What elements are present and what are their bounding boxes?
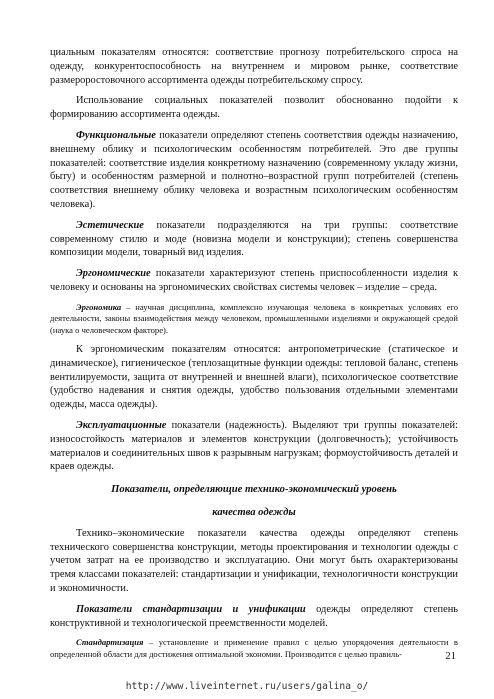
text-functional: показатели определяют степень соответствия одежды назначению, внешнему облику и психологическим особенностям потребителей. Это две группы показателей: соответствие изделия конкретному назначению (современному укладу жизни, быту) и особенностям размерной и полнотно–возрастной групп потребителей (степень соответствия внешнему облику человека и возрастным психологическим особенностям человека). xyxy=(50,129,458,210)
term-ergonomic: Эргономические xyxy=(76,268,151,280)
paragraph-ergonomic-list: К эргономическим показателям относятся: антропометрические (статическое и динамическое), гигиеническое (теплозащитные функции одежды: тепловой баланс, степень вентилируемости, защита от внутренней и внешней влаги), психологическое соответствие (удобство надевания и снятия одежды, удобство пользования отдельными элементами одежды, масса одежды). xyxy=(50,343,458,411)
term-ergonomics: Эргономика xyxy=(76,301,122,312)
text-operational: показатели (надежность). Выделяют три группы показателей: износостойкость материалов и элементов конструкции (долговечность); устойчивость материалов и соединительных швов к разрывным нагрузкам; формоустойчивость деталей и краев одежды. xyxy=(50,419,458,473)
term-operational: Эксплуатационные xyxy=(76,419,167,431)
term-aesthetic: Эстетические xyxy=(76,219,144,231)
term-standardization: Стандартизация xyxy=(76,637,144,648)
text-aesthetic: показатели подразделяются на три группы: соответствие современному стилю и моде (новизна модели и конструкции); степень совершенства композиции модели, товарный вид изделия. xyxy=(50,219,458,259)
text-ergonomic: показатели характеризуют степень приспособленности изделия к человеку и основаны на эргономических свойствах системы человек – изделие – среда. xyxy=(50,268,458,293)
term-functional: Функциональные xyxy=(76,129,156,141)
footer-url[interactable]: http://www.liveinternet.ru/users/galina_o/ xyxy=(125,681,369,692)
note-ergonomics xyxy=(50,302,458,336)
paragraph-technical-economic: Технико–экономические показатели качества одежды определяют степень технического совершенства конструкции, методы проектирования и технологии одежды с учетом затрат на ее производство и эксплуатацию. Они могут быть охарактеризованы тремя классами показателей: стандартизации и унификации, технологичности конструкции и экономичности. xyxy=(50,527,458,594)
note-standardization xyxy=(50,637,458,660)
text-standardization-indicators: одежды определяют степень конструктивной и технологической преемственности моделей. xyxy=(50,603,458,629)
page-number: 21 xyxy=(445,651,456,662)
paragraph-social-usage: Использование социальных показателей позволит обоснованно подойти к формированию ассортимента одежды. xyxy=(50,95,458,121)
paragraph-social-indicators: циальным показателям относятся: соответствие прогнозу потребительского спроса на одежду, конкурентоспособность на внутреннем и мировом рынке, соответствие размероростовочного ассортимента одежды потребительскому спросу. xyxy=(50,47,458,86)
paragraph-functional xyxy=(50,129,458,212)
section-heading-line2: качества одежды xyxy=(212,506,296,518)
paragraph-standardization xyxy=(50,603,458,631)
text-ergonomics: – научная дисциплина, комплексно изучающая человека в конкретных условиях его деятельности, законы взаимодействия между человеком, промышленными изделиями и окружающей средой (наука о человеческом факторе). xyxy=(50,301,458,335)
paragraph-ergonomic xyxy=(50,267,458,295)
section-heading-line1: Показатели, определяющие технико-экономический уровень xyxy=(111,484,397,496)
term-standardization-indicators: Показатели стандартизации и унификации xyxy=(76,603,306,615)
paragraph-aesthetic xyxy=(50,219,458,260)
paragraph-operational xyxy=(50,419,458,474)
text-standardization: – установление и применение правил с целью упорядочения деятельности в определенной области для достижения оптимальной экономии. Производится с целью правиль- xyxy=(50,637,458,659)
page-body xyxy=(50,46,458,660)
